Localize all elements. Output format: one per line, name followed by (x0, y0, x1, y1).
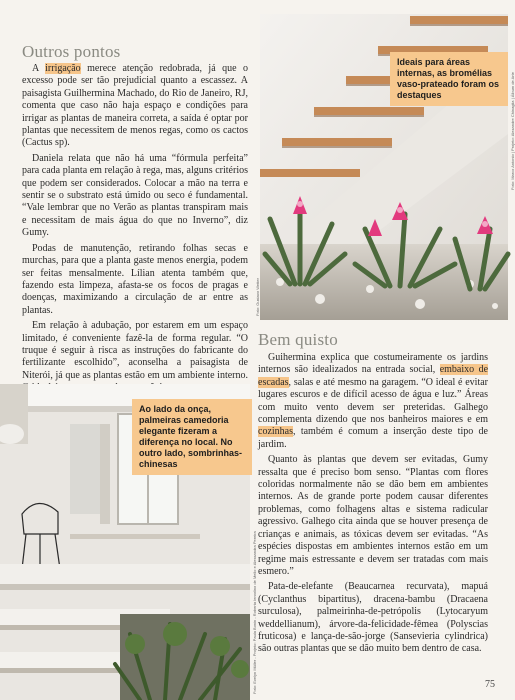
paragraph: Podas de manutenção, retirando folhas secas e murchas, para que a planta gaste menos energia, podem ser feitas mensalmente. Lílian atenta também que, fazendo esta limpeza, afasta-se os focos de pragas e doenças, maximizando a circulação de ar entre as plantas. (22, 242, 248, 316)
paragraph: Pata-de-elefante (Beaucarnea recurvata), mapuá (Cyclanthus bipartitus), dracena-bambu (Dracaena surculosa), palmeirinha-de-petrópolis (Lytocaryum weddellianum), árvore-da-felicidade-fêmea (Polyscias fruticosa) e lança-de-são-jorge (Sansevieria cylindrica) são outras plantas que se dão muito bem dentro de casa. (258, 581, 488, 655)
paragraph: Guihermina explica que costumeiramente os jardins internos são idealizados na entrada social, embaixo de escadas, salas e até mesmo na garagem. “O ideal é evitar lugares escuros e de difícil acesso de água e luz.” Áreas com muito vento devem ser preteridas. Galhego complementa dizendo que nos banheiros maiores e em cozinhas, também é comum a inserção deste tipo de jardim. (258, 352, 489, 450)
highlight-cozinhas: cozinhas (258, 426, 293, 438)
highlight-irrigacao: irrigação (45, 63, 81, 74)
section-bem-quisto-text (258, 352, 488, 659)
paragraph: Em relação à adubação, por estarem em um espaço limitado, é conveniente fazê-la de forma regular. “O truque é seguir à risca as instruções do fabricante do fertilizante escolhido”, aconselha a paisagista de Niterói, já que as plantas estão em um ambiente interno. (22, 320, 248, 381)
photo-credit-bottom: Foto: Evelyn Müller - Projeto: Paula Bonin - Roberta Iervolino de Mello e Alessandra Pereira (252, 531, 257, 694)
caption-palmeiras: Ao lado da onça, palmeiras camedoria elegante fizeram a diferença no local. No outro lado, sombrinhas-chinesas (132, 399, 252, 475)
highlight-embaixo-de-escadas: embaixo de escadas (258, 364, 489, 388)
section-title-bem-quisto: Bem quisto (258, 330, 338, 349)
paragraph: Quanto às plantas que devem ser evitadas, Gumy ressalta que é preciso bom senso. “Plantas com flores coloridas normalmente não se dão bem em ambientes internos. As de grande porte podem causar diferentes problemas, como folhagens altas e sistema radicular agressivo. Galhego cita ainda que se houver presença de crianças e animais, as tóxicas devem ser evitadas. “As espécies dispostas em ambientes internos estão em um regime mais estressante e devem ser tratadas com mais esmero.” (258, 454, 488, 577)
photo-credit-top: Foto: Gustavo Wetter (255, 278, 260, 316)
section-outros-pontos-text (22, 63, 248, 398)
section-title-outros-pontos: Outros pontos (22, 42, 121, 61)
paragraph: Daniela relata que não há uma “fórmula perfeita” para cada planta em relação à rega, mas, alguns critérios que podem ser considerados. Colocar a mão na terra e sentir se o substrato está úmido ou seco é fundamental. “Vale lembrar que no Verão as plantas transpiram mais e necessitam de mais água do que no Inverno”, diz Gumy. (22, 152, 248, 239)
caption-bromelias: Ideais para áreas internas, as bromélias vaso-prateado foram os destaques (390, 52, 508, 106)
page-number: 75 (485, 679, 495, 690)
photo-credit-top-right: Foto: Marco Antonio | Projeto: Alexandre Chinaglia | Álbum de Arte (510, 72, 515, 190)
paragraph: A irrigação merece atenção redobrada, já que o excesso pode ser tão prejudicial quanto a escassez. A paisagista Guilhermina Machado, do Rio de Janeiro, RJ, comenta que caso não haja espaço e condições para irrigar as plantas de maneira correta, a saída é optar por plantas que necessitem de menos regas, como os cactos (Cactus sp). (22, 63, 248, 149)
